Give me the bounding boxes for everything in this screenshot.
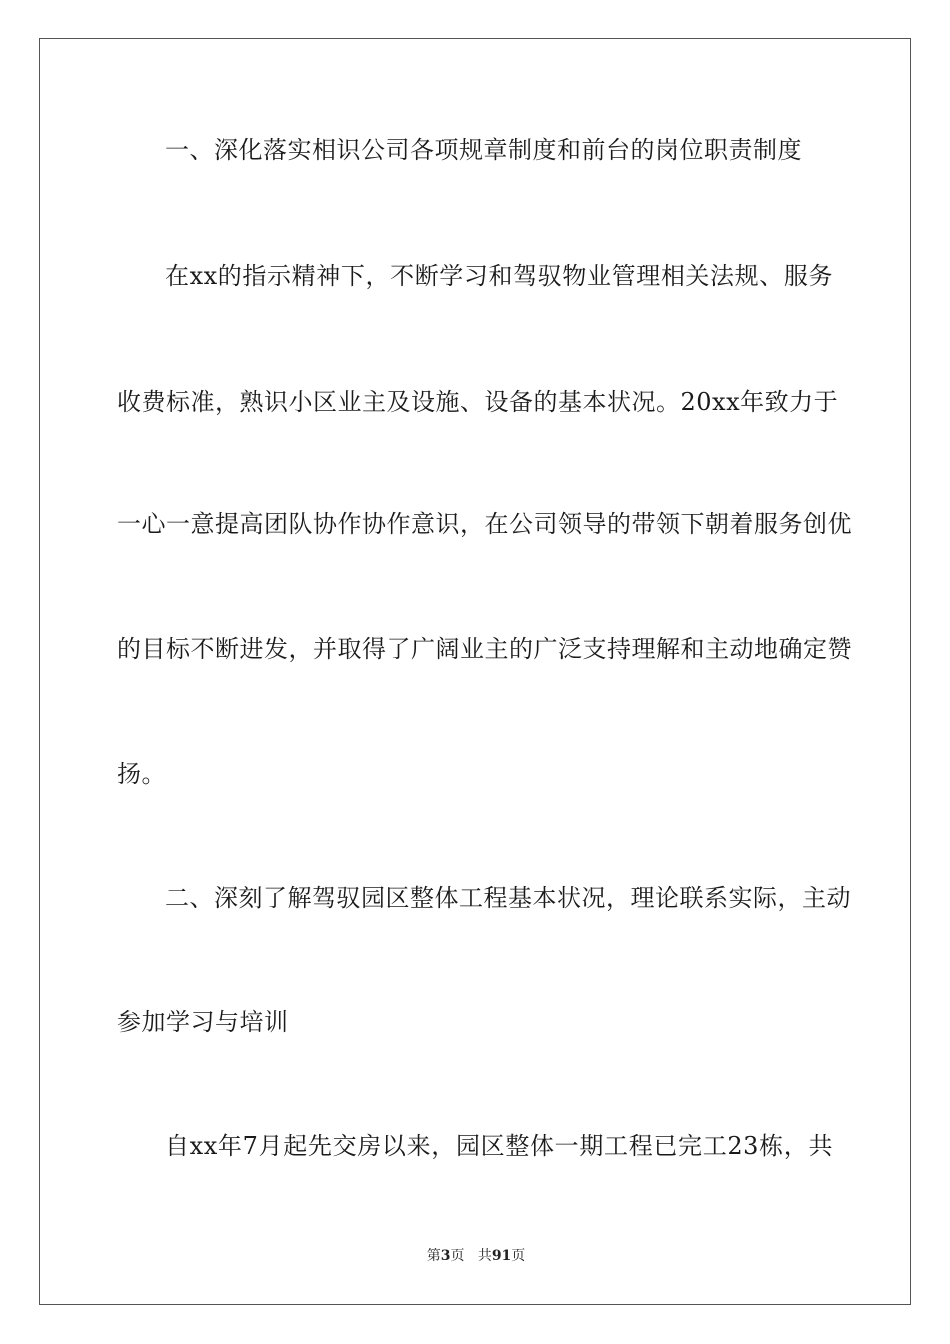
page-label-suffix: 页: [450, 1248, 465, 1264]
paragraph-line: 收费标准，熟识小区业主及设施、设备的基本状况。20xx年致力于: [117, 388, 839, 416]
paragraph-line: 扬。: [117, 760, 166, 788]
heading-section-two: 二、深刻了解驾驭园区整体工程基本状况，理论联系实际，主动: [165, 884, 851, 912]
paragraph-line: 一心一意提高团队协作协作意识，在公司领导的带领下朝着服务创优: [117, 510, 852, 538]
page-label-prefix: 第: [426, 1248, 441, 1264]
document-page: [39, 38, 911, 1305]
heading-section-one: 一、深化落实相识公司各项规章制度和前台的岗位职责制度: [165, 136, 802, 164]
total-pages-number: 91: [491, 1248, 512, 1264]
paragraph-line: 在xx的指示精神下，不断学习和驾驭物业管理相关法规、服务: [165, 262, 833, 290]
heading-section-two-continued: 参加学习与培训: [117, 1008, 289, 1036]
total-label-prefix: 共: [477, 1248, 492, 1264]
page-footer: [40, 1245, 912, 1265]
paragraph-line: 的目标不断进发，并取得了广阔业主的广泛支持理解和主动地确定赞: [117, 635, 852, 663]
paragraph-line: 自xx年7月起先交房以来，园区整体一期工程已完工23栋，共: [165, 1132, 833, 1160]
total-label-suffix: 页: [511, 1248, 526, 1264]
current-page-number: 3: [440, 1248, 451, 1264]
